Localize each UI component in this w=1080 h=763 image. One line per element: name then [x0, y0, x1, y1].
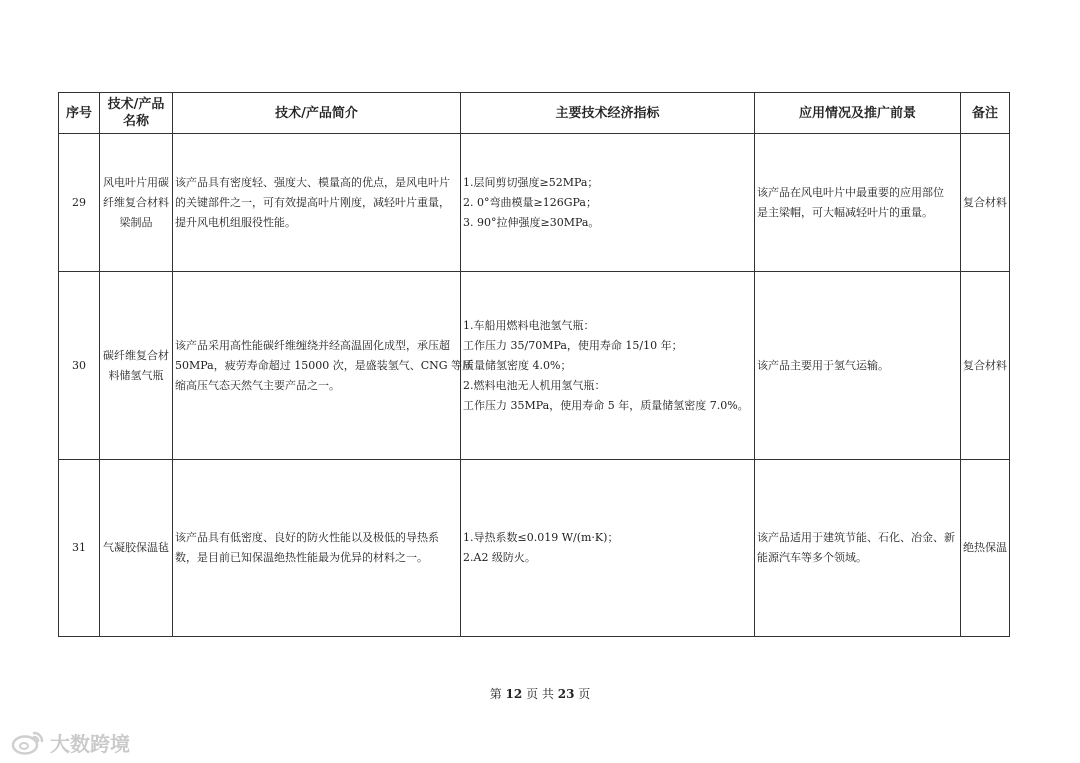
- row-intro: [173, 460, 461, 637]
- page-footer: [0, 685, 1080, 702]
- watermark: [10, 727, 130, 757]
- row-name: [100, 134, 173, 272]
- row-application-line: 是主梁帽，可大幅减轻叶片的重量。: [757, 205, 933, 219]
- row-intro-line: 该产品采用高性能碳纤维缠绕并经高温固化成型，承压超: [175, 338, 450, 352]
- row-indicators: [461, 134, 755, 272]
- table-row: [59, 134, 1010, 272]
- row-intro-line: 该产品具有密度轻、强度大、模量高的优点，是风电叶片: [175, 175, 450, 189]
- row-remark: 复合材料: [961, 272, 1010, 460]
- row-no: 30: [59, 272, 100, 460]
- row-indicator-line: 3. 90°拉伸强度≥30MPa。: [463, 215, 600, 229]
- footer-total-pages: 23: [557, 687, 575, 701]
- table-row: [59, 460, 1010, 637]
- row-name: [100, 460, 173, 637]
- row-indicator-line: 质量储氢密度 4.0%；: [463, 358, 572, 372]
- watermark-text: 大数跨境: [50, 731, 130, 756]
- row-indicator-line: 1.层间剪切强度≥52MPa；: [463, 175, 599, 189]
- row-name-line: 碳纤维复合材: [103, 348, 169, 362]
- footer-suffix: 页: [578, 687, 591, 701]
- header-name: [100, 93, 173, 134]
- row-indicator-line: 2. 0°弯曲模量≥126GPa；: [463, 195, 597, 209]
- row-indicators: [461, 460, 755, 637]
- table-row: [59, 272, 1010, 460]
- row-indicators: [461, 272, 755, 460]
- row-indicator-line: 工作压力 35MPa，使用寿命 5 年，质量储氢密度 7.0%。: [463, 398, 749, 412]
- header-no: 序号: [59, 93, 100, 134]
- footer-prefix: 第: [489, 687, 502, 701]
- row-application: [755, 134, 961, 272]
- row-name-line: 纤维复合材料: [103, 195, 169, 209]
- row-application: [755, 272, 961, 460]
- header-indicators: 主要技术经济指标: [461, 93, 755, 134]
- row-no: 29: [59, 134, 100, 272]
- row-indicator-line: 2.燃料电池无人机用氢气瓶：: [463, 378, 606, 392]
- row-indicator-line: 1.车船用燃料电池氢气瓶：: [463, 318, 595, 332]
- row-indicator-line: 工作压力 35/70MPa，使用寿命 15/10 年；: [463, 338, 683, 352]
- row-name-line: 料储氢气瓶: [108, 368, 164, 382]
- row-intro: [173, 272, 474, 460]
- row-application: [755, 460, 961, 637]
- row-remark: 复合材料: [961, 134, 1010, 272]
- row-application-line: 该产品主要用于氢气运输。: [757, 358, 889, 372]
- row-name: [100, 272, 173, 460]
- footer-middle: 页 共: [526, 687, 554, 701]
- weibo-logo-icon: [10, 727, 46, 757]
- row-intro-line: 该产品具有低密度、良好的防火性能以及极低的导热系: [175, 531, 439, 544]
- row-intro: [173, 134, 461, 272]
- row-intro-line: 缩高压气态天然气主要产品之一。: [175, 378, 340, 392]
- header-remark: 备注: [961, 93, 1010, 134]
- header-intro: 技术/产品简介: [173, 93, 461, 134]
- row-application-line: 该产品适用于建筑节能、石化、冶金、新: [757, 531, 955, 544]
- table-header-row: [59, 93, 1010, 134]
- row-indicator-line: 1.导热系数≤0.019 W/(m·K)；: [463, 531, 619, 544]
- row-application-line: 该产品在风电叶片中最重要的应用部位: [757, 185, 944, 199]
- header-application: 应用情况及推广前景: [755, 93, 961, 134]
- product-table: [58, 92, 1010, 637]
- row-name-line: 风电叶片用碳: [103, 175, 169, 189]
- row-indicator-line: 2.A2 级防火。: [463, 551, 536, 564]
- row-intro-line: 数，是目前已知保温绝热性能最为优异的材料之一。: [175, 551, 428, 564]
- header-name-text: 技术/产品名称: [107, 97, 165, 129]
- row-intro-line: 50MPa，疲劳寿命超过 15000 次，是盛装氢气、CNG 等压: [175, 358, 474, 372]
- footer-page-number: 12: [505, 687, 523, 701]
- row-remark: 绝热保温: [961, 460, 1010, 637]
- row-application-line: 能源汽车等多个领域。: [757, 551, 867, 564]
- row-intro-line: 的关键部件之一，可有效提高叶片刚度，减轻叶片重量，: [175, 195, 450, 209]
- row-no: 31: [59, 460, 100, 637]
- row-name-line: 梁制品: [119, 215, 153, 229]
- row-name-line: 气凝胶保温毡: [103, 541, 169, 554]
- row-intro-line: 提升风电机组服役性能。: [175, 215, 296, 229]
